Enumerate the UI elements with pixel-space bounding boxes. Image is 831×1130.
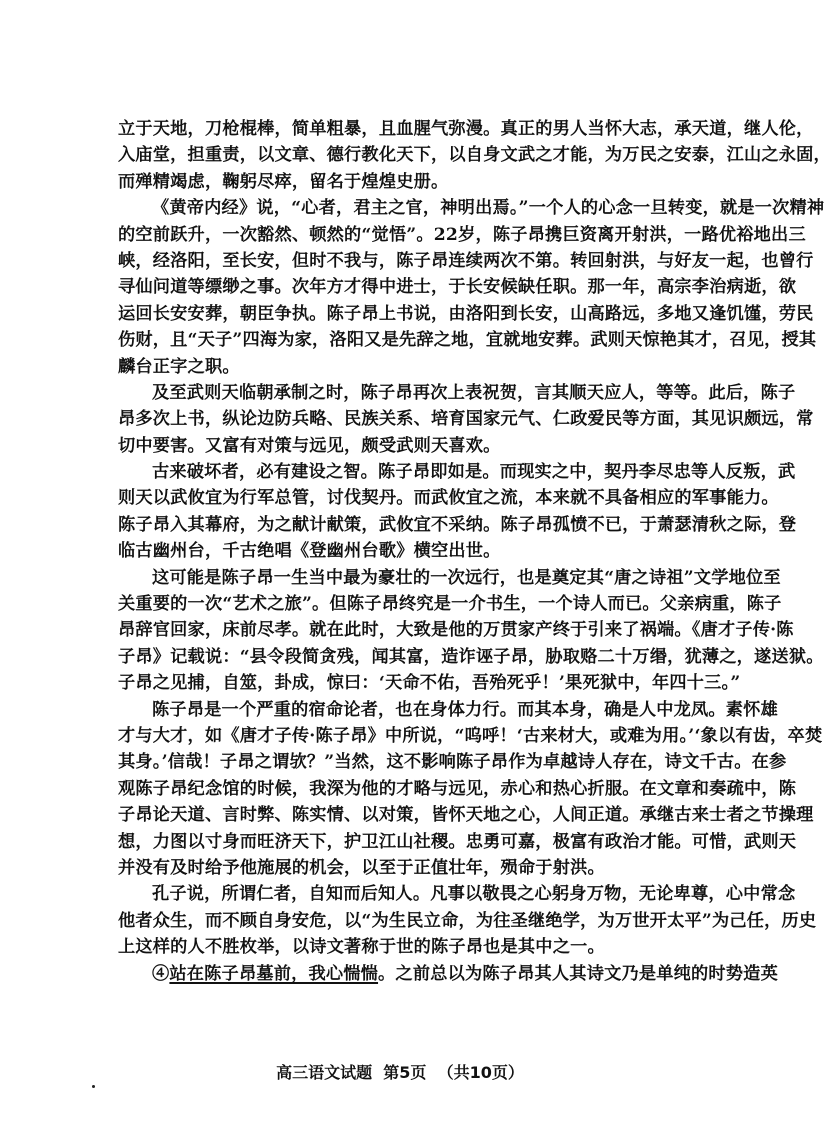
text-line: 伤财，且“天子”四海为家，洛阳又是先辞之地，宜就地安葬。武则天惊艳其才，召见，授其 <box>118 330 817 351</box>
text-line: 上这样的人不胜枚举，以诗文著称于世的陈子昂也是其中之一。 <box>118 937 605 958</box>
text-line: 切中要害。又富有对策与远见，颇受武则天喜欢。 <box>118 435 501 456</box>
text-line: 昂多次上书，纵论边防兵略、民族关系、培育国家元气、仁政爱民等方面，其见识颇远，常 <box>118 409 814 430</box>
text-line: 子昂论天道、言时弊、陈实情、以对策，皆怀天地之心，人间正道。承继古来士者之节操理 <box>118 805 814 826</box>
text-line: 关重要的一次“艺术之旅”。但陈子昂终究是一介书生，一个诗人而已。父亲病重，陈子 <box>118 594 782 615</box>
text-line: 陈子昂是一个严重的宿命论者，也在身体力行。而其本身，确是人中龙凤。素怀雄 <box>152 699 778 720</box>
scan-speck <box>92 1085 95 1088</box>
text-line: 运回长安安葬，朝臣争执。陈子昂上书说，由洛阳到长安，山高路远，多地又逢饥馑，劳民 <box>118 303 814 324</box>
text-line: 这可能是陈子昂一生当中最为豪壮的一次远行，也是奠定其“唐之诗祖”文学地位至 <box>152 567 781 588</box>
underlined-sentence: 站在陈子昂墓前，我心惴惴 <box>169 963 379 984</box>
text-line: 其身。’信哉！子昂之谓欤？”当然，这不影响陈子昂作为卓越诗人存在，诗文千古。在参 <box>118 752 787 773</box>
marked-sentence-line <box>118 961 778 987</box>
text-line: 峡，经洛阳，至长安，但时不我与，陈子昂连续两次不第。转回射洪，与好友一起，也曾行 <box>118 250 814 271</box>
text-line: 临古幽州台，千古绝唱《登幽州台歌》横空出世。 <box>118 541 501 562</box>
text-line: 《黄帝内经》说，“心者，君主之官，神明出焉。”一个人的心念一旦转变，就是一次精神 <box>152 198 825 219</box>
text-line: 并没有及时给予他施展的机会，以至于正值壮年，殒命于射洪。 <box>118 857 605 878</box>
circled-number-marker: ④ <box>152 963 170 984</box>
text-line: 他者众生，而不顾自身安危，以“为生民立命，为往圣继绝学，为万世开太平”为己任，历史 <box>118 910 817 931</box>
text-line: 古来破坏者，必有建设之智。陈子昂即如是。而现实之中，契丹李尽忠等人反叛，武 <box>152 462 796 483</box>
text-line: 则天以武攸宜为行军总管，讨伐契丹。而武攸宜之流，本来就不具备相应的军事能力。 <box>118 488 779 509</box>
article-body <box>118 116 831 987</box>
text-line: 及至武则天临朝承制之时，陈子昂再次上表祝贺，言其顺天应人，等等。此后，陈子 <box>152 382 796 403</box>
text-line: 入庙堂，担重责，以文章、德行教化天下，以自身文武之才能，为万民之安泰，江山之永固， <box>118 145 831 166</box>
text-line: 观陈子昂纪念馆的时候，我深为他的才略与远见，赤心和热心折服。在文章和奏疏中，陈 <box>118 778 797 799</box>
text-line: 麟台正字之职。 <box>118 356 240 377</box>
text-line: 立于天地，刀枪棍棒，简单粗暴，且血腥气弥漫。真正的男人当怀大志，承天道，继人伦， <box>118 119 814 139</box>
text-line: 的空前跃升，一次豁然、顿然的“觉悟”。22岁，陈子昂携巨资离开射洪，一路优裕地出三 <box>118 224 806 245</box>
text-line: 才与大才，如《唐才子传·陈子昂》中所说，“呜呼！‘古来材大，或难为用。’‘象以有齿，卒焚 <box>118 725 823 746</box>
text-line: 孔子说，所谓仁者，自知而后知人。凡事以敬畏之心躬身万物，无论卑尊，心中常念 <box>152 884 796 905</box>
text-line: 而殚精竭虑，鞠躬尽瘁，留名于煌煌史册。 <box>118 171 449 192</box>
text-line: 寻仙问道等缥缈之事。次年方才得中进士，于长安候缺任职。那一年，高宗李治病逝，欲 <box>118 277 797 298</box>
text-line: 昂辞官回家，床前尽孝。就在此时，大致是他的万贯家产终于引来了祸端。《唐才子传·陈 <box>118 620 794 641</box>
text-line: 陈子昂入其幕府，为之献计献策，武攸宜不采纳。陈子昂孤愤不已，于萧瑟清秋之际，登 <box>118 514 797 535</box>
text-line: 子昂》记载说：“县令段简贪残，闻其富，造诈诬子昂，胁取赂二十万缗，犹薄之，遂送狱。 <box>118 646 824 667</box>
text-line: 想，力图以寸身而旺济天下，护卫江山社稷。忠勇可嘉，极富有政治才能。可惜，武则天 <box>118 831 797 852</box>
sentence-continuation: 。之前总以为陈子昂其人其诗文乃是单纯的时势造英 <box>378 963 778 984</box>
page-footer: 高三语文试题 第5页 （共10页） <box>276 1063 524 1082</box>
text-line: 子昂之见捕，自筮，卦成，惊曰：‘天命不佑，吾殆死乎！’果死狱中，年四十三。” <box>118 673 741 694</box>
